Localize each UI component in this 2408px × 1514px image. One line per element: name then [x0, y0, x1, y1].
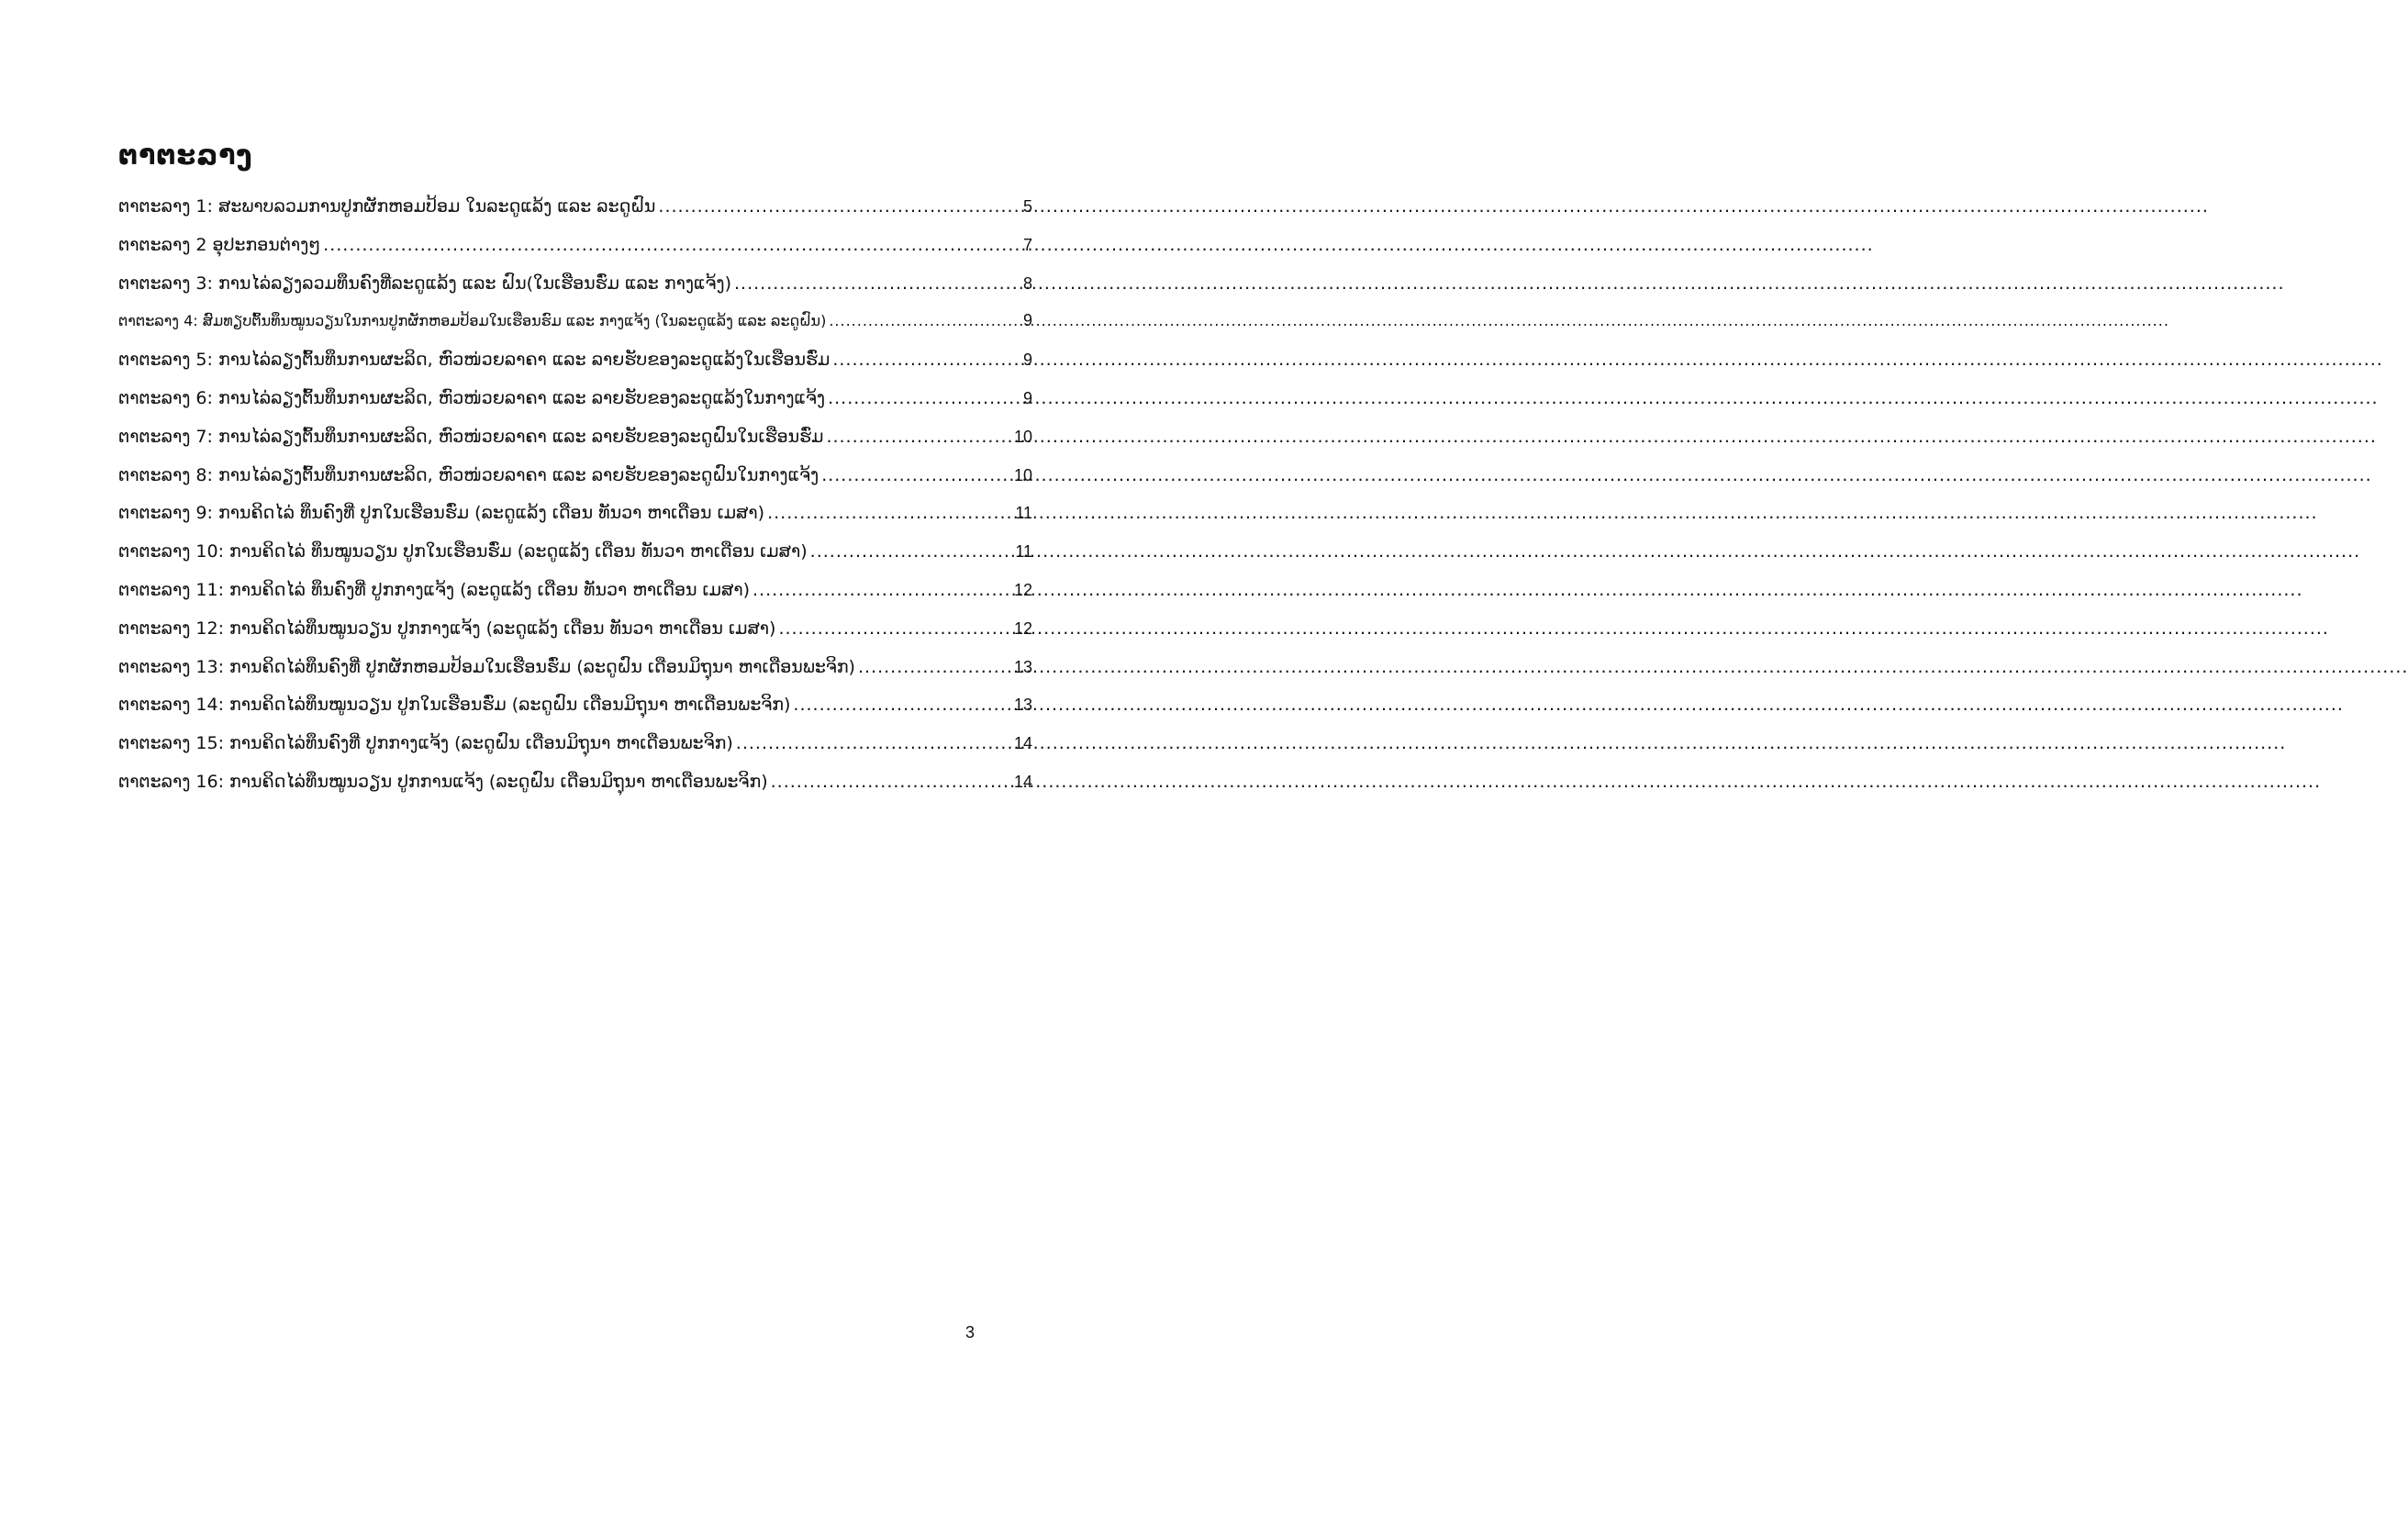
toc-entry-title: ຕາຕະລາງ 7: ການໄລ່ລຽງຕົ້ນທຶນການຜະລິດ, ຫົວໜ່ວຍລາຄາ ແລະ ລາຍຮັບຂອງລະດູຝົນໃນເຮືອນຮົ່ມ — [118, 426, 824, 447]
toc-entry-11[interactable] — [118, 580, 1032, 618]
toc-entry-2[interactable] — [118, 235, 1032, 273]
toc-entry-14[interactable] — [118, 695, 1032, 733]
toc-entry-page: 10 — [1013, 427, 1032, 446]
dot-leader — [826, 427, 1011, 447]
toc-entry-16[interactable] — [118, 772, 1032, 810]
toc-entry-7[interactable] — [118, 427, 1032, 465]
toc-entry-4[interactable] — [118, 311, 1032, 350]
dot-leader — [658, 196, 1020, 217]
toc-entry-10[interactable] — [118, 541, 1032, 580]
toc-entry-title: ຕາຕະລາງ 1: ສະພາບລວມການປູກຜັກຫອມປ້ອມ ໃນລະດູແລ້ງ ແລະ ລະດູຝົນ — [118, 196, 656, 217]
dot-leader — [858, 657, 1011, 677]
toc-entry-13[interactable] — [118, 657, 1032, 696]
toc-entry-page: 11 — [1015, 504, 1032, 523]
page-title: ຕາຕະລາງ — [118, 139, 253, 172]
toc-entry-3[interactable] — [118, 273, 1032, 312]
toc-entry-12[interactable] — [118, 618, 1032, 657]
dot-leader — [734, 273, 1020, 294]
toc-entry-title: ຕາຕະລາງ 15: ການຄິດໄລ່ທຶນຄົງທີ່ ປູກກາງແຈ້ງ (ລະດູຝົນ ເດືອນມິຖຸນາ ຫາເດືອນພະຈິກ) — [118, 733, 733, 754]
toc-entry-page: 7 — [1022, 235, 1032, 254]
dot-leader — [832, 350, 1020, 370]
toc-entry-page: 9 — [1022, 351, 1032, 370]
toc-entry-title: ຕາຕະລາງ 12: ການຄິດໄລ່ທຶນໝູນວຽນ ປູກກາງແຈ້ງ (ລະດູແລ້ງ ເດືອນ ທັນວາ ຫາເດືອນ ເມສາ) — [118, 618, 776, 639]
toc-entry-page: 12 — [1013, 580, 1032, 599]
dot-leader — [778, 618, 1011, 639]
toc-entry-title: ຕາຕະລາງ 4: ສົມທຽບຕົ້ນທຶນໝູນວຽນໃນການປູກຜັກຫອມປ້ອມໃນເຮືອນຮົມ ແລະ ກາງແຈ້ງ (ໃນລະດູແລ້ງ ແລະ ລະດູຝົນ) — [118, 312, 827, 330]
toc-entry-title: ຕາຕະລາງ 16: ການຄິດໄລ່ທຶນໝູນວຽນ ປູກການແຈ້ງ (ລະດູຝົນ ເດືອນມິຖຸນາ ຫາເດືອນພະຈິກ) — [118, 771, 768, 792]
toc-entry-title: ຕາຕະລາງ 13: ການຄິດໄລ່ທຶນຄົງທີ່ ປູກຜັກຫອມປ້ອມໃນເຮືອນຮົ່ມ (ລະດູຝົນ ເດືອນມິຖຸນາ ຫາເດືອນພະຈິກ) — [118, 656, 855, 677]
dot-leader — [767, 503, 1012, 523]
toc-entry-page: 8 — [1022, 273, 1032, 293]
toc-entry-page: 9 — [1022, 388, 1032, 407]
toc-entry-title: ຕາຕະລາງ 10: ການຄິດໄລ່ ທຶນໝູນວຽນ ປູກໃນເຮືອນຮົ່ມ (ລະດູແລ້ງ ເດືອນ ທັນວາ ຫາເດືອນ ເມສາ) — [118, 541, 808, 562]
toc-entry-page: 13 — [1013, 696, 1032, 715]
toc-entry-page: 11 — [1015, 542, 1032, 562]
toc-entry-6[interactable] — [118, 388, 1032, 427]
dot-leader — [793, 695, 1011, 715]
page-number: 3 — [965, 1323, 975, 1341]
toc-entry-page: 12 — [1013, 618, 1032, 638]
toc-entry-title: ຕາຕະລາງ 3: ການໄລ່ລຽງລວມທຶນຄົງທີ່ລະດູແລ້ງ ແລະ ຝົນ(ໃນເຮືອນຮົ່ມ ແລະ ກາງແຈ້ງ) — [118, 273, 731, 294]
toc-entry-title: ຕາຕະລາງ 9: ການຄິດໄລ່ ທຶນຄົງທີ່ ປູກໃນເຮືອນຮົ່ມ (ລະດູແລ້ງ ເດືອນ ທັນວາ ຫາເດືອນ ເມສາ) — [118, 503, 765, 524]
toc-entry-5[interactable] — [118, 350, 1032, 388]
toc-entry-page: 5 — [1022, 197, 1032, 216]
toc-entry-page: 14 — [1013, 734, 1032, 753]
toc-entry-title: ຕາຕະລາງ 11: ການຄິດໄລ່ ທຶນຄົງທີ່ ປູກກາງແຈ້ງ (ລະດູແລ້ງ ເດືອນ ທັນວາ ຫາເດືອນ ເມສາ) — [118, 579, 751, 600]
dot-leader — [821, 465, 1011, 485]
toc-entry-1[interactable] — [118, 196, 1032, 235]
toc-entry-page: 13 — [1013, 657, 1032, 676]
table-list — [118, 196, 1032, 810]
dot-leader — [752, 580, 1011, 600]
toc-entry-page: 9 — [1022, 311, 1032, 330]
dot-leader — [323, 235, 1020, 255]
toc-entry-page: 14 — [1013, 772, 1032, 791]
document-page — [0, 0, 1170, 1514]
toc-entry-title: ຕາຕະລາງ 8: ການໄລ່ລຽງຕົ້ນທຶນການຜະລິດ, ຫົວໜ່ວຍລາຄາ ແລະ ລາຍຮັບຂອງລະດູຝົນໃນກາງແຈ້ງ — [118, 464, 819, 485]
toc-entry-8[interactable] — [118, 465, 1032, 504]
dot-leader — [829, 312, 1020, 329]
toc-entry-title: ຕາຕະລາງ 2 ອຸປະກອນຕ່າງໆ — [118, 234, 321, 255]
toc-entry-title: ຕາຕະລາງ 5: ການໄລ່ລຽງຕົ້ນທຶນການຜະລິດ, ຫົວໜ່ວຍລາຄາ ແລະ ລາຍຮັບຂອງລະດູແລ້ງໃນເຮືອນຮົ່ມ — [118, 350, 831, 371]
dot-leader — [736, 733, 1011, 753]
toc-entry-title: ຕາຕະລາງ 14: ການຄິດໄລ່ທຶນໝູນວຽນ ປູກໃນເຮືອນຮົ່ມ (ລະດູຝົນ ເດືອນມິຖຸນາ ຫາເດືອນພະຈິກ) — [118, 695, 791, 716]
toc-entry-15[interactable] — [118, 733, 1032, 772]
toc-entry-title: ຕາຕະລາງ 6: ການໄລ່ລຽງຕົ້ນທຶນການຜະລິດ, ຫົວໜ່ວຍລາຄາ ແລະ ລາຍຮັບຂອງລະດູແລ້ງໃນກາງແຈ້ງ — [118, 387, 826, 408]
dot-leader — [771, 772, 1011, 792]
dot-leader — [828, 388, 1020, 408]
toc-entry-page: 10 — [1013, 465, 1032, 484]
toc-entry-9[interactable] — [118, 503, 1032, 541]
dot-leader — [810, 541, 1013, 562]
